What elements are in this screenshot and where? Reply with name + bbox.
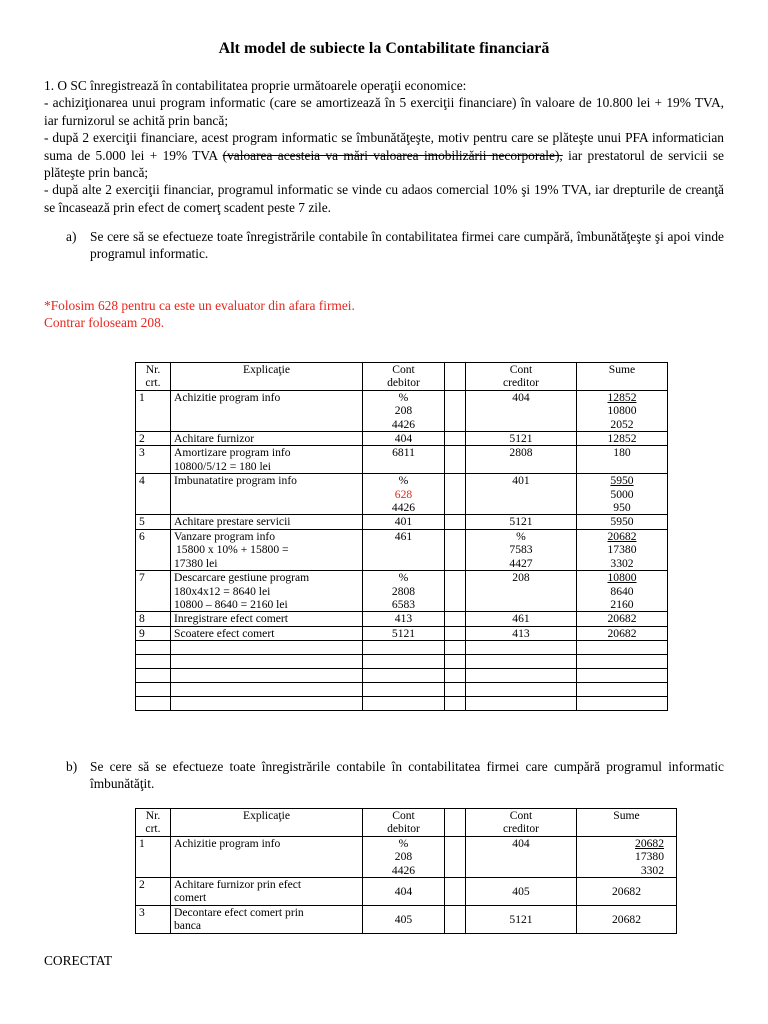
cell-explicatie: Descarcare gestiune program 180x4x12 = 8640 lei 10800 – 8640 = 2160 lei (171, 571, 363, 612)
cell-spacer (445, 446, 466, 474)
struck-text: (valoarea acesteia va mări valoarea imobilizării necorporale), (222, 147, 563, 163)
header-explicatie: Explicaţie (171, 363, 363, 391)
cell-creditor: 413 (466, 626, 577, 640)
question-b-letter: b) (66, 759, 78, 774)
cell-nr: 7 (136, 571, 171, 612)
intro-line: 1. O SC înregistrează în contabilitatea proprie următoarele operaţii economice: (44, 78, 467, 93)
cell-explicatie: Achitare furnizor (171, 432, 363, 446)
cell-debitor: 5121 (363, 626, 445, 640)
cell-spacer (445, 836, 466, 877)
header-nr: Nr. crt. (136, 809, 171, 837)
cell-debitor: 6811 (363, 446, 445, 474)
empty-row (136, 641, 668, 655)
cell-creditor: 5121 (466, 905, 577, 933)
cell-spacer (445, 612, 466, 626)
cell-spacer (445, 905, 466, 933)
cell-nr: 6 (136, 529, 171, 570)
red-note (44, 297, 355, 332)
cell-sume: 20682 17380 3302 (577, 529, 668, 570)
red-note-line-1: *Folosim 628 pentru ca este un evaluator din afara firmei. (44, 298, 355, 313)
cell-nr: 1 (136, 390, 171, 431)
empty-row (136, 655, 668, 669)
red-note-line-2: Contrar foloseam 208. (44, 315, 165, 331)
table-row (136, 474, 668, 515)
cell-nr: 3 (136, 905, 171, 933)
cell-spacer (445, 529, 466, 570)
cell-explicatie: Achizitie program info (171, 390, 363, 431)
cell-explicatie: Decontare efect comert prin banca (171, 905, 363, 933)
cell-spacer (445, 432, 466, 446)
cell-nr: 9 (136, 626, 171, 640)
cell-nr: 4 (136, 474, 171, 515)
cell-spacer (445, 474, 466, 515)
header-cont-debitor: Cont debitor (363, 809, 445, 837)
cell-creditor: 5121 (466, 432, 577, 446)
cell-sume: 5950 5000 950 (577, 474, 668, 515)
cell-spacer (445, 878, 466, 906)
document-title: Alt model de subiecte la Contabilitate financiară (218, 40, 550, 57)
cell-creditor: 5121 (466, 515, 577, 529)
cell-sume: 180 (577, 446, 668, 474)
cell-sume: 20682 (577, 905, 677, 933)
cell-sume: 10800 8640 2160 (577, 571, 668, 612)
header-cont-creditor: Cont creditor (466, 809, 577, 837)
ledger-table-a (135, 362, 668, 711)
table-row (136, 626, 668, 640)
operation-2 (44, 129, 724, 181)
cell-debitor: % 628 4426 (363, 474, 445, 515)
cell-explicatie: Vanzare program info 15800 x 10% + 15800 = 17380 lei (171, 529, 363, 570)
table-row (136, 905, 677, 933)
table-row (136, 529, 668, 570)
cell-sume: 20682 (577, 878, 677, 906)
operation-2-text: - după 2 exerciţii financiare, acest program informatic se îmbunătăţeşte, motiv pentru care se plăteşte unui PFA informatician suma de 5.000 lei + 19% TVA (44, 130, 724, 163)
header-sume: Sume (577, 809, 677, 837)
footer-status: CORECTAT (44, 953, 113, 968)
cell-debitor: 413 (363, 612, 445, 626)
cell-spacer (445, 626, 466, 640)
cell-debitor: 461 (363, 529, 445, 570)
cell-spacer (445, 515, 466, 529)
cell-nr: 5 (136, 515, 171, 529)
empty-row (136, 697, 668, 711)
cell-sume: 20682 (577, 612, 668, 626)
cell-spacer (445, 571, 466, 612)
cell-nr: 2 (136, 432, 171, 446)
highlighted-account: 628 (394, 487, 413, 501)
table-row (136, 878, 677, 906)
cell-creditor: 461 (466, 612, 577, 626)
header-cont-debitor: Cont debitor (363, 363, 445, 391)
header-cont-creditor: Cont creditor (466, 363, 577, 391)
cell-creditor: 404 (466, 390, 577, 431)
cell-sume: 12852 10800 2052 (577, 390, 668, 431)
cell-debitor: % 2808 6583 (363, 571, 445, 612)
cell-debitor: 401 (363, 515, 445, 529)
cell-debitor: 404 (363, 432, 445, 446)
problem-statement (44, 77, 724, 216)
cell-debitor: 405 (363, 905, 445, 933)
empty-row (136, 669, 668, 683)
cell-creditor: 2808 (466, 446, 577, 474)
table-row (136, 571, 668, 612)
cell-creditor: 401 (466, 474, 577, 515)
table-header-row (136, 363, 668, 391)
table-row (136, 515, 668, 529)
empty-row (136, 683, 668, 697)
cell-explicatie: Imbunatatire program info (171, 474, 363, 515)
header-sume: Sume (577, 363, 668, 391)
header-spacer (445, 363, 466, 391)
cell-explicatie: Inregistrare efect comert (171, 612, 363, 626)
cell-creditor: 208 (466, 571, 577, 612)
header-explicatie: Explicaţie (171, 809, 363, 837)
cell-nr: 1 (136, 836, 171, 877)
cell-explicatie: Achitare furnizor prin efect comert (171, 878, 363, 906)
cell-nr: 3 (136, 446, 171, 474)
cell-explicatie: Scoatere efect comert (171, 626, 363, 640)
cell-creditor: % 7583 4427 (466, 529, 577, 570)
cell-sume: 12852 (577, 432, 668, 446)
cell-explicatie: Achitare prestare servicii (171, 515, 363, 529)
cell-sume: 5950 (577, 515, 668, 529)
table-row (136, 612, 668, 626)
cell-nr: 8 (136, 612, 171, 626)
header-nr: Nr. crt. (136, 363, 171, 391)
cell-debitor: % 208 4426 (363, 390, 445, 431)
table-header-row (136, 809, 677, 837)
cell-debitor: % 208 4426 (363, 836, 445, 877)
cell-sume: 20682 (577, 626, 668, 640)
cell-debitor: 404 (363, 878, 445, 906)
cell-creditor: 404 (466, 836, 577, 877)
question-a (66, 228, 724, 263)
cell-spacer (445, 390, 466, 431)
operation-2-end: iar prestatorul de servicii se plăteşte prin bancă; (44, 147, 724, 181)
question-b (66, 758, 724, 793)
table-row (136, 446, 668, 474)
cell-explicatie: Amortizare program info 10800/5/12 = 180 lei (171, 446, 363, 474)
cell-sume: 20682 17380 3302 (577, 836, 677, 877)
question-a-letter: a) (66, 229, 77, 244)
question-a-text: Se cere să se efectueze toate înregistrările contabile în contabilitatea firmei care cumpără, îmbunătăţeşte şi apoi vinde programul informatic. (90, 229, 724, 262)
header-spacer (445, 809, 466, 837)
question-b-text: Se cere să se efectueze toate înregistrările contabile în contabilitatea firmei care cumpără programul informatic îmbunătăţit. (90, 759, 724, 792)
cell-nr: 2 (136, 878, 171, 906)
table-row (136, 432, 668, 446)
table-row (136, 390, 668, 431)
cell-explicatie: Achizitie program info (171, 836, 363, 877)
table-row (136, 836, 677, 877)
cell-creditor: 405 (466, 878, 577, 906)
operation-1: - achiziţionarea unui program informatic (care se amortizează în 5 exerciţii financiare) în valoare de 10.800 lei + 19% TVA, iar furnizorul se achită prin bancă; (44, 95, 724, 128)
ledger-table-b (135, 808, 677, 934)
operation-3: - după alte 2 exerciţii financiar, programul informatic se vinde cu adaos comercial 10% şi 19% TVA, iar drepturile de creanţă se încasează prin efect de comerţ scadent peste 7 zile. (44, 182, 724, 215)
